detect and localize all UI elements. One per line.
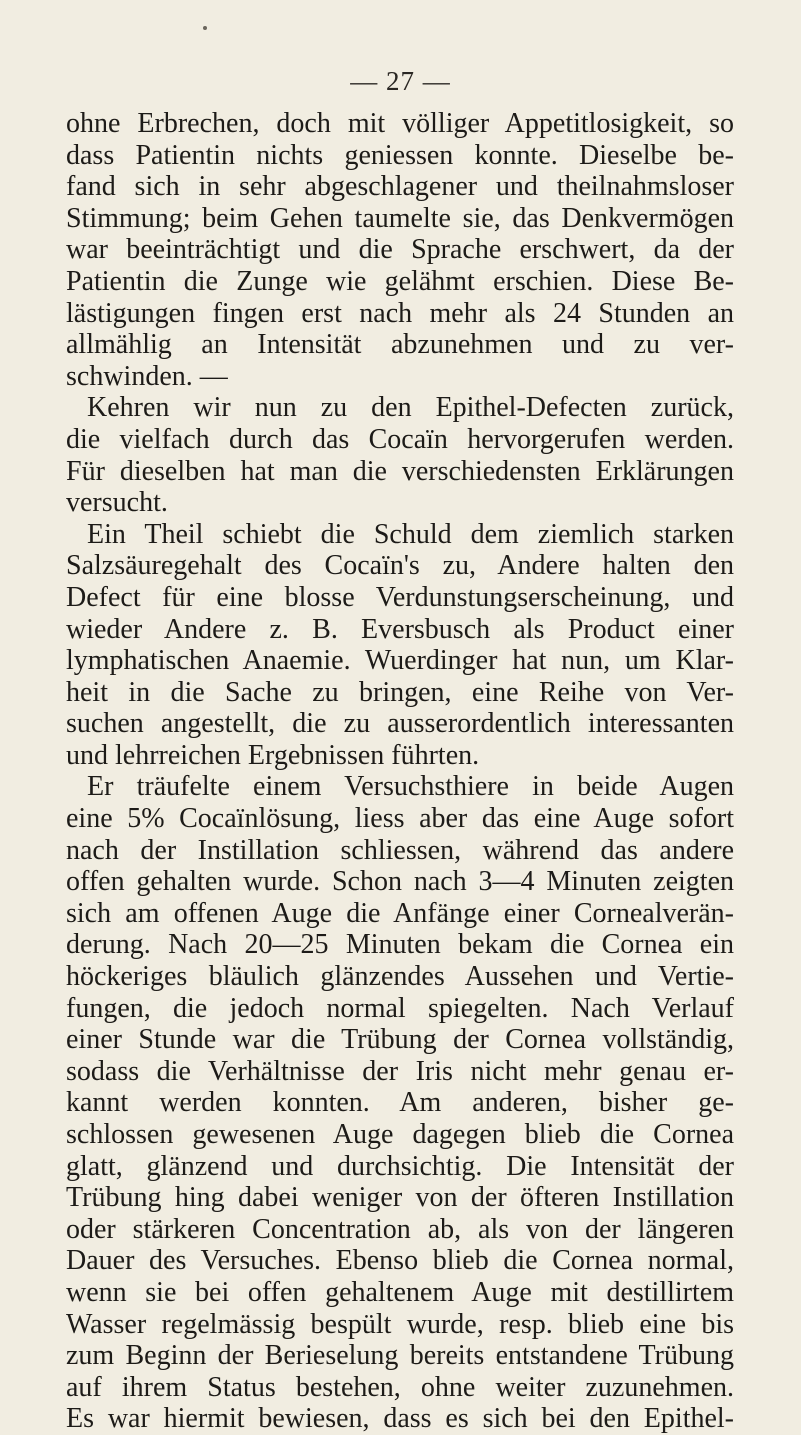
text-line: lymphatischen Anaemie. Wuerdinger hat nun, um Klar- (66, 645, 734, 677)
page-number: — 27 — (350, 66, 451, 96)
text-line: sich am offenen Auge die Anfänge einer Cornealverän- (66, 897, 734, 929)
text-line: suchen angestellt, die zu ausserordentlich interessanten (66, 708, 734, 740)
paragraph-first-line: Er träufelte einem Versuchsthiere in beide Augen (87, 771, 734, 803)
text-line: lästigungen fingen erst nach mehr als 24 Stunden an (66, 297, 734, 329)
print-speck (203, 26, 207, 30)
text-line: war beeinträchtigt und die Sprache erschwert, da der (66, 234, 734, 266)
text-line: wieder Andere z. B. Eversbusch als Product einer (66, 613, 734, 645)
text-line: allmählig an Intensität abzunehmen und zu ver- (66, 329, 734, 361)
text-line: schlossen gewesenen Auge dagegen blieb die Cornea (66, 1119, 734, 1150)
text-line: heit in die Sache zu bringen, eine Reihe von Ver- (66, 676, 734, 708)
text-line: Für dieselben hat man die verschiedensten Erklärungen (66, 455, 734, 487)
text-line: fand sich in sehr abgeschlagener und theilnahmsloser (66, 171, 734, 203)
text-line: Stimmung; beim Gehen taumelte sie, das Denkvermögen (66, 202, 734, 234)
text-line: Wasser regelmässig bespült wurde, resp. blieb eine bis (66, 1308, 734, 1340)
body-text (66, 108, 734, 1435)
text-line: nach der Instillation schliessen, während das andere (66, 834, 734, 866)
text-line: Es war hiermit bewiesen, dass es sich bei den Epithel- (66, 1403, 734, 1435)
paragraph-first-line: Kehren wir nun zu den Epithel-Defecten zurück, (87, 392, 734, 424)
text-line: versucht. (66, 487, 168, 519)
paragraph-first-line: Ein Theil schiebt die Schuld dem ziemlich starken (87, 518, 734, 550)
text-line: und lehrreichen Ergebnissen führten. (66, 739, 480, 771)
text-line: Salzsäuregehalt des Cocaïn's zu, Andere halten den (66, 550, 734, 582)
text-line: glatt, glänzend und durchsichtig. Die Intensität der (66, 1150, 734, 1182)
text-line: Patientin die Zunge wie gelähmt erschien. Diese Be- (66, 265, 734, 297)
text-line: derung. Nach 20—25 Minuten bekam die Cornea ein (66, 929, 734, 961)
text-line: dass Patientin nichts geniessen konnte. Dieselbe be- (66, 139, 734, 171)
text-line: zum Beginn der Berieselung bereits entstandene Trübung (66, 1340, 734, 1372)
text-line: oder stärkeren Concentration ab, als von der längeren (66, 1213, 734, 1245)
text-line: kannt werden konnten. Am anderen, bisher ge- (66, 1087, 734, 1119)
text-line: einer Stunde war die Trübung der Cornea vollständig, (66, 1024, 734, 1056)
text-line: ohne Erbrechen, doch mit völliger Appetitlosigkeit, so (66, 108, 734, 139)
text-line: höckeriges bläulich glänzendes Aussehen und Vertie- (66, 961, 734, 993)
text-line: sodass die Verhältnisse der Iris nicht mehr genau er- (66, 1055, 734, 1087)
text-line: Trübung hing dabei weniger von der öfteren Instillation (66, 1182, 734, 1214)
text-line: auf ihrem Status bestehen, ohne weiter zuzunehmen. (66, 1371, 734, 1403)
text-line: Defect für eine blosse Verdunstungserscheinung, und (66, 581, 734, 613)
text-line: schwinden. — (66, 360, 228, 392)
text-line: offen gehalten wurde. Schon nach 3—4 Minuten zeigten (66, 866, 734, 898)
text-line: die vielfach durch das Cocaïn hervorgerufen werden. (66, 423, 734, 455)
text-line: fungen, die jedoch normal spiegelten. Nach Verlauf (66, 992, 734, 1024)
text-line: eine 5% Cocaïnlösung, liess aber das eine Auge sofort (66, 803, 734, 835)
text-line: Dauer des Versuches. Ebenso blieb die Cornea normal, (66, 1245, 734, 1277)
text-line: wenn sie bei offen gehaltenem Auge mit destillirtem (66, 1276, 734, 1308)
